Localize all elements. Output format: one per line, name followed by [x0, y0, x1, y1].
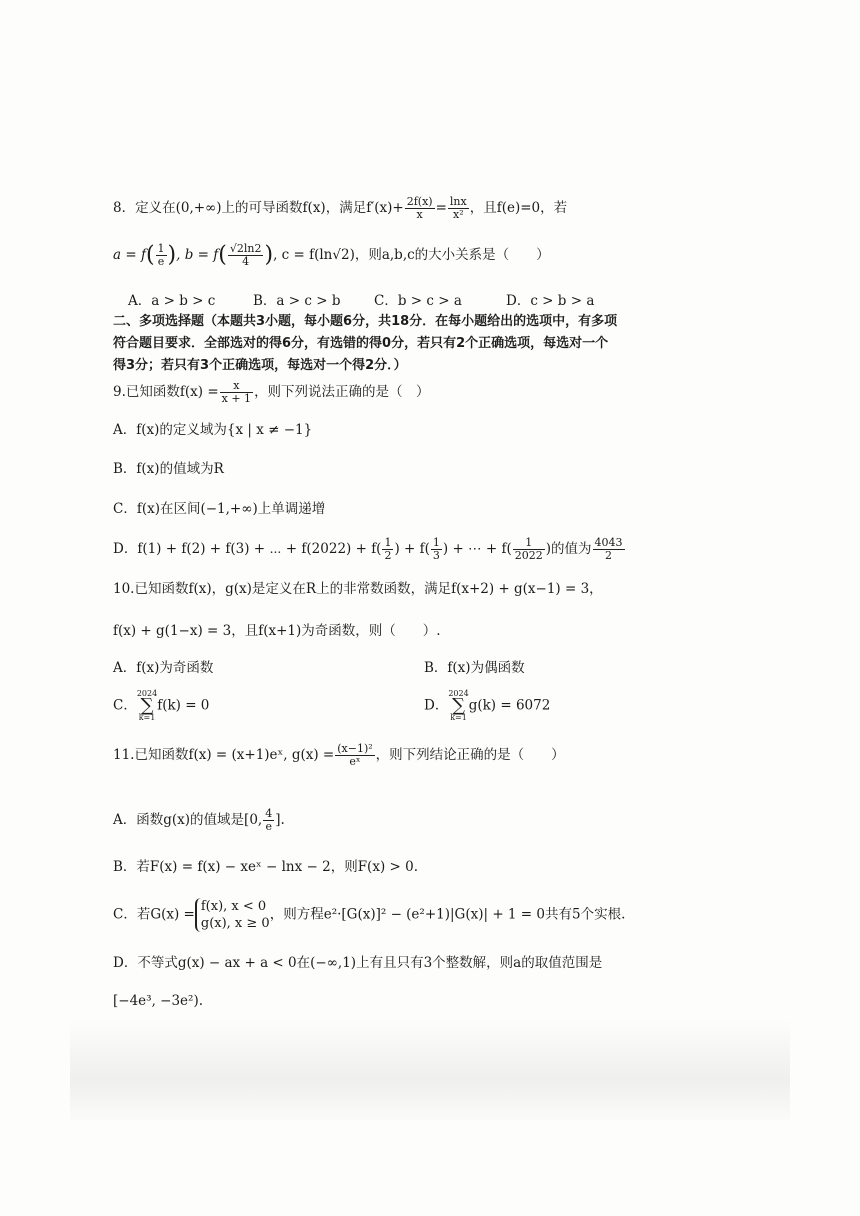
q10-line2: f(x) + g(1−x) = 3，且f(x+1)为奇函数，则（ ）.	[113, 623, 441, 639]
q11-option-c[interactable]: C．若G(x) = f(x), x < 0 g(x), x ≥ 0 ，则方程e²·[G(x)]² − (e²+1)|G(x)| + 1 = 0共有5个实根.	[113, 899, 626, 931]
section2-line2: 符合题目要求．全部选对的得6分，有选错的得0分，若只有2个正确选项，每选对一个	[113, 336, 609, 351]
q10-line1: 10.已知函数f(x)，g(x)是定义在R上的非常数函数，满足f(x+2) + g(x−1) = 3，	[113, 581, 603, 597]
q9-option-a[interactable]: A．f(x)的定义域为{x | x ≠ −1}	[113, 422, 313, 438]
q11-stem: 11.已知函数f(x) = (x+1)eˣ, g(x) = $\frac{\text{(x−1)²}}{\text{eˣ}}$ ，则下列结论正确的是（ ）	[113, 742, 565, 768]
q8-option-b[interactable]: B．a > c > b	[253, 293, 341, 309]
q9-option-d[interactable]: D．f(1) + f(2) + f(3) + ⋯ + f(2022) + f( $\frac{1}{2}$ ) + f( $\frac{1}{3}$ ) + ⋯ + f( $\frac{1}{2022}$ )的值为 $\frac{4043}{2}$	[113, 536, 623, 562]
q9-stem: 9.已知函数f(x) = $\frac{x}{x + 1}$ ，则下列说法正确的是（ ）	[113, 379, 430, 405]
q8-frac1: $\frac{2f(x)}{x}$	[406, 195, 433, 221]
q11-option-b[interactable]: B．若F(x) = f(x) − xeˣ − lnx − 2，则F(x) > 0.	[113, 859, 418, 875]
q11-option-d-line2: [−4e³, −3e²).	[113, 993, 204, 1009]
section2-line3: 得3分；若只有3个正确选项，每选对一个得2分．）	[113, 358, 407, 373]
q8-option-a[interactable]: A．a > b > c	[128, 293, 216, 309]
q10-option-a[interactable]: A．f(x)为奇函数	[113, 660, 214, 676]
sigma-c: 2024 ∑ k=1	[136, 689, 158, 722]
sigma-d: 2024 ∑ k=1	[448, 689, 469, 722]
q8-line2: a = f( $\frac{1}{e}$ ), b = f( $\frac{√2\ln 2}{4}$ ), c = f(ln√2)，则a,b,c的大小关系是（ ）	[113, 242, 550, 268]
scan-shade	[70, 1020, 790, 1120]
q10-option-c[interactable]: C．2024 ∑ k=1f(k) = 0	[113, 689, 210, 722]
section2-line1: 二、多项选择题（本题共3小题，每小题6分，共18分．在每小题给出的选项中，有多项	[113, 314, 618, 329]
q8-option-c[interactable]: C．b > c > a	[374, 293, 462, 309]
q8-line1: 8．定义在(0,+∞)上的可导函数f(x)，满足f′(x)+ $\frac{2f(x)}{x}$ = $\frac{\ln x}{\text{x²}}$ ，且f(e)=0，若	[113, 195, 568, 221]
q11-option-d-line1[interactable]: D．不等式g(x) − ax + a < 0在(−∞,1)上有且只有3个整数解，则a的取值范围是	[113, 955, 603, 971]
q9-option-c[interactable]: C．f(x)在区间(−1,+∞)上单调递增	[113, 501, 326, 517]
q8-frac2: $\frac{\ln x}{\text{x²}}$	[449, 195, 467, 221]
q9-option-b[interactable]: B．f(x)的值域为R	[113, 461, 224, 477]
piecewise-brace: f(x), x < 0 g(x), x ≥ 0	[195, 898, 270, 932]
q10-option-b[interactable]: B．f(x)为偶函数	[424, 660, 525, 676]
q10-option-d[interactable]: D．2024 ∑ k=1g(k) = 6072	[424, 689, 551, 722]
q11-option-a[interactable]: A．函数g(x)的值域是[0, $\frac{4}{e}$ ].	[113, 807, 285, 833]
q8-option-d[interactable]: D．c > b > a	[506, 293, 595, 309]
